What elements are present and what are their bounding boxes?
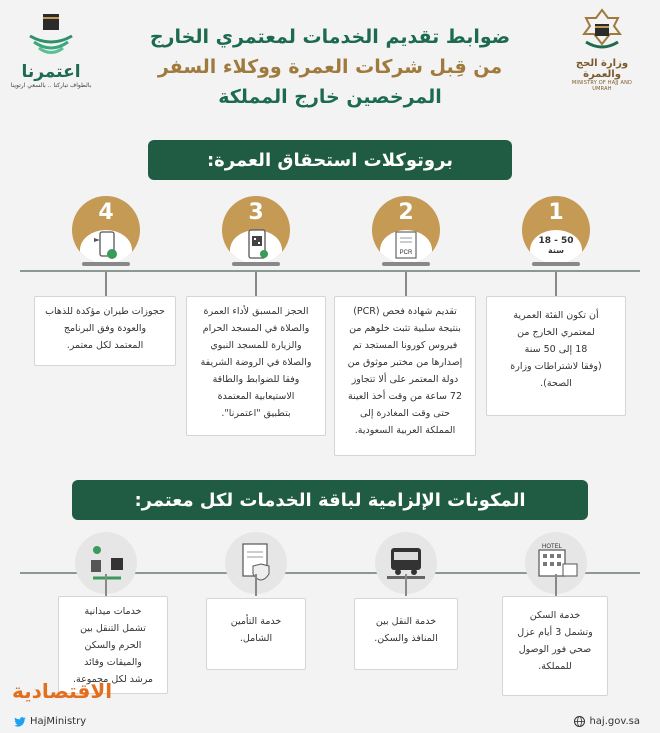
twitter-icon — [14, 717, 26, 727]
steps-divider — [20, 270, 640, 272]
source-logo: الاقتصادية — [12, 679, 113, 703]
twitter-text: HajMinistry — [30, 716, 87, 727]
title-line-1: ضوابط تقديم الخدمات لمعتمري الخارج — [149, 26, 511, 48]
eatmarna-kaaba-icon — [26, 8, 76, 58]
pcr-certificate-icon — [392, 230, 422, 262]
component-3-connector — [255, 574, 257, 596]
eatmarna-logo — [10, 8, 92, 98]
step-1-number: 1 — [548, 200, 564, 225]
ministry-name-ar: وزارة الحج والعمرة — [575, 58, 629, 80]
website-link[interactable] — [574, 716, 640, 727]
step-3-card — [186, 296, 326, 436]
step-2-number: 2 — [398, 200, 414, 225]
qr-phone-icon — [244, 228, 270, 262]
protocols-banner — [148, 140, 512, 180]
age-sign-icon — [522, 236, 590, 255]
step-4-circle — [72, 196, 140, 264]
component-3-text: خدمة التأمين الشامل. — [230, 616, 282, 644]
flight-booking-icon — [90, 228, 122, 262]
component-4-text: خدمات ميدانية تشمل التنقل بين الحرم والسكن والميقات وقائد مرشد لكل مجموعة. — [72, 606, 154, 685]
component-2-connector — [405, 574, 407, 596]
step-1-card — [486, 296, 626, 416]
title-line-2: من قِبل شركات العمرة ووكلاء السفر — [157, 56, 503, 78]
step-4-stand — [82, 262, 130, 266]
step-2-connector — [405, 272, 407, 296]
step-2-card — [334, 296, 476, 456]
step-2-stand — [382, 262, 430, 266]
step-4-number: 4 — [98, 200, 114, 225]
footer — [0, 711, 660, 733]
step-4-connector — [105, 272, 107, 296]
title-line-3: المرخصين خارج المملكة — [218, 86, 442, 108]
step-1-text: أن تكون الفئة العمرية لمعتمري الخارج من 18 إلى 50 سنة (وفقا لاشتراطات وزارة الصحة). — [510, 310, 602, 389]
protocols-title: بروتوكلات استحقاق العمرة: — [206, 149, 454, 171]
step-2-text: تقديم شهادة فحص (PCR) بنتيجة سلبية تثبت خلوهم من فيروس كورونا المستجد تم إصدارها من مختبر موثوق من دولة المعتمر على ألا تتجاوز 72 ساعة من وقت أخذ العينة حتى وقت المغادرة إلى المملكة العربية السعودية. — [347, 306, 463, 436]
step-3-connector — [255, 272, 257, 296]
ministry-logo — [562, 8, 642, 98]
component-1-text: خدمة السكن وتشمل 3 أيام عزل صحي فور الوصول للمملكة. — [517, 610, 593, 672]
step-1-circle — [522, 196, 590, 264]
ministry-name-en: MINISTRY OF HAJJ AND UMRAH — [571, 80, 633, 92]
step-3-number: 3 — [248, 200, 264, 225]
step-4-text: حجوزات طيران مؤكدة للذهاب والعودة وفق البرنامج المعتمد لكل معتمر. — [45, 306, 165, 351]
component-2-text: خدمة النقل بين المنافذ والسكن. — [374, 616, 438, 644]
website-text: haj.gov.sa — [589, 716, 640, 727]
app-name: اعتمرنا — [21, 62, 81, 82]
step-1-connector — [555, 272, 557, 296]
component-1-card — [502, 596, 608, 696]
step-1-stand — [532, 262, 580, 266]
step-2-circle — [372, 196, 440, 264]
component-4-connector — [105, 574, 107, 596]
components-banner — [72, 480, 588, 520]
step-4-card — [34, 296, 176, 366]
twitter-handle[interactable] — [14, 716, 86, 727]
kaaba-emblem-icon — [580, 8, 624, 52]
components-title: المكونات الإلزامية لباقة الخدمات لكل معتمر: — [134, 489, 526, 511]
step-3-stand — [232, 262, 280, 266]
age-range: 18 - 50 — [538, 236, 574, 246]
pcr-label: PCR — [399, 250, 413, 256]
page-title — [100, 22, 560, 112]
app-tagline: بالطواف تباركنا .. بالسعي ارتوينا — [10, 82, 92, 89]
globe-icon — [574, 716, 585, 727]
component-2-card — [354, 598, 458, 670]
component-1-connector — [555, 574, 557, 596]
component-3-card — [206, 598, 306, 670]
age-unit: سنة — [548, 246, 564, 255]
step-3-text: الحجز المسبق لأداء العمرة والصلاة في المسجد الحرام والزيارة للمسجد النبوي والصلاة في الروضة الشريفة وفقا للضوابط والطاقة الاستيعابية المعتمدة بتطبيق "اعتمرنا". — [200, 306, 312, 419]
hotel-label: HOTEL — [541, 544, 563, 550]
step-3-circle — [222, 196, 290, 264]
